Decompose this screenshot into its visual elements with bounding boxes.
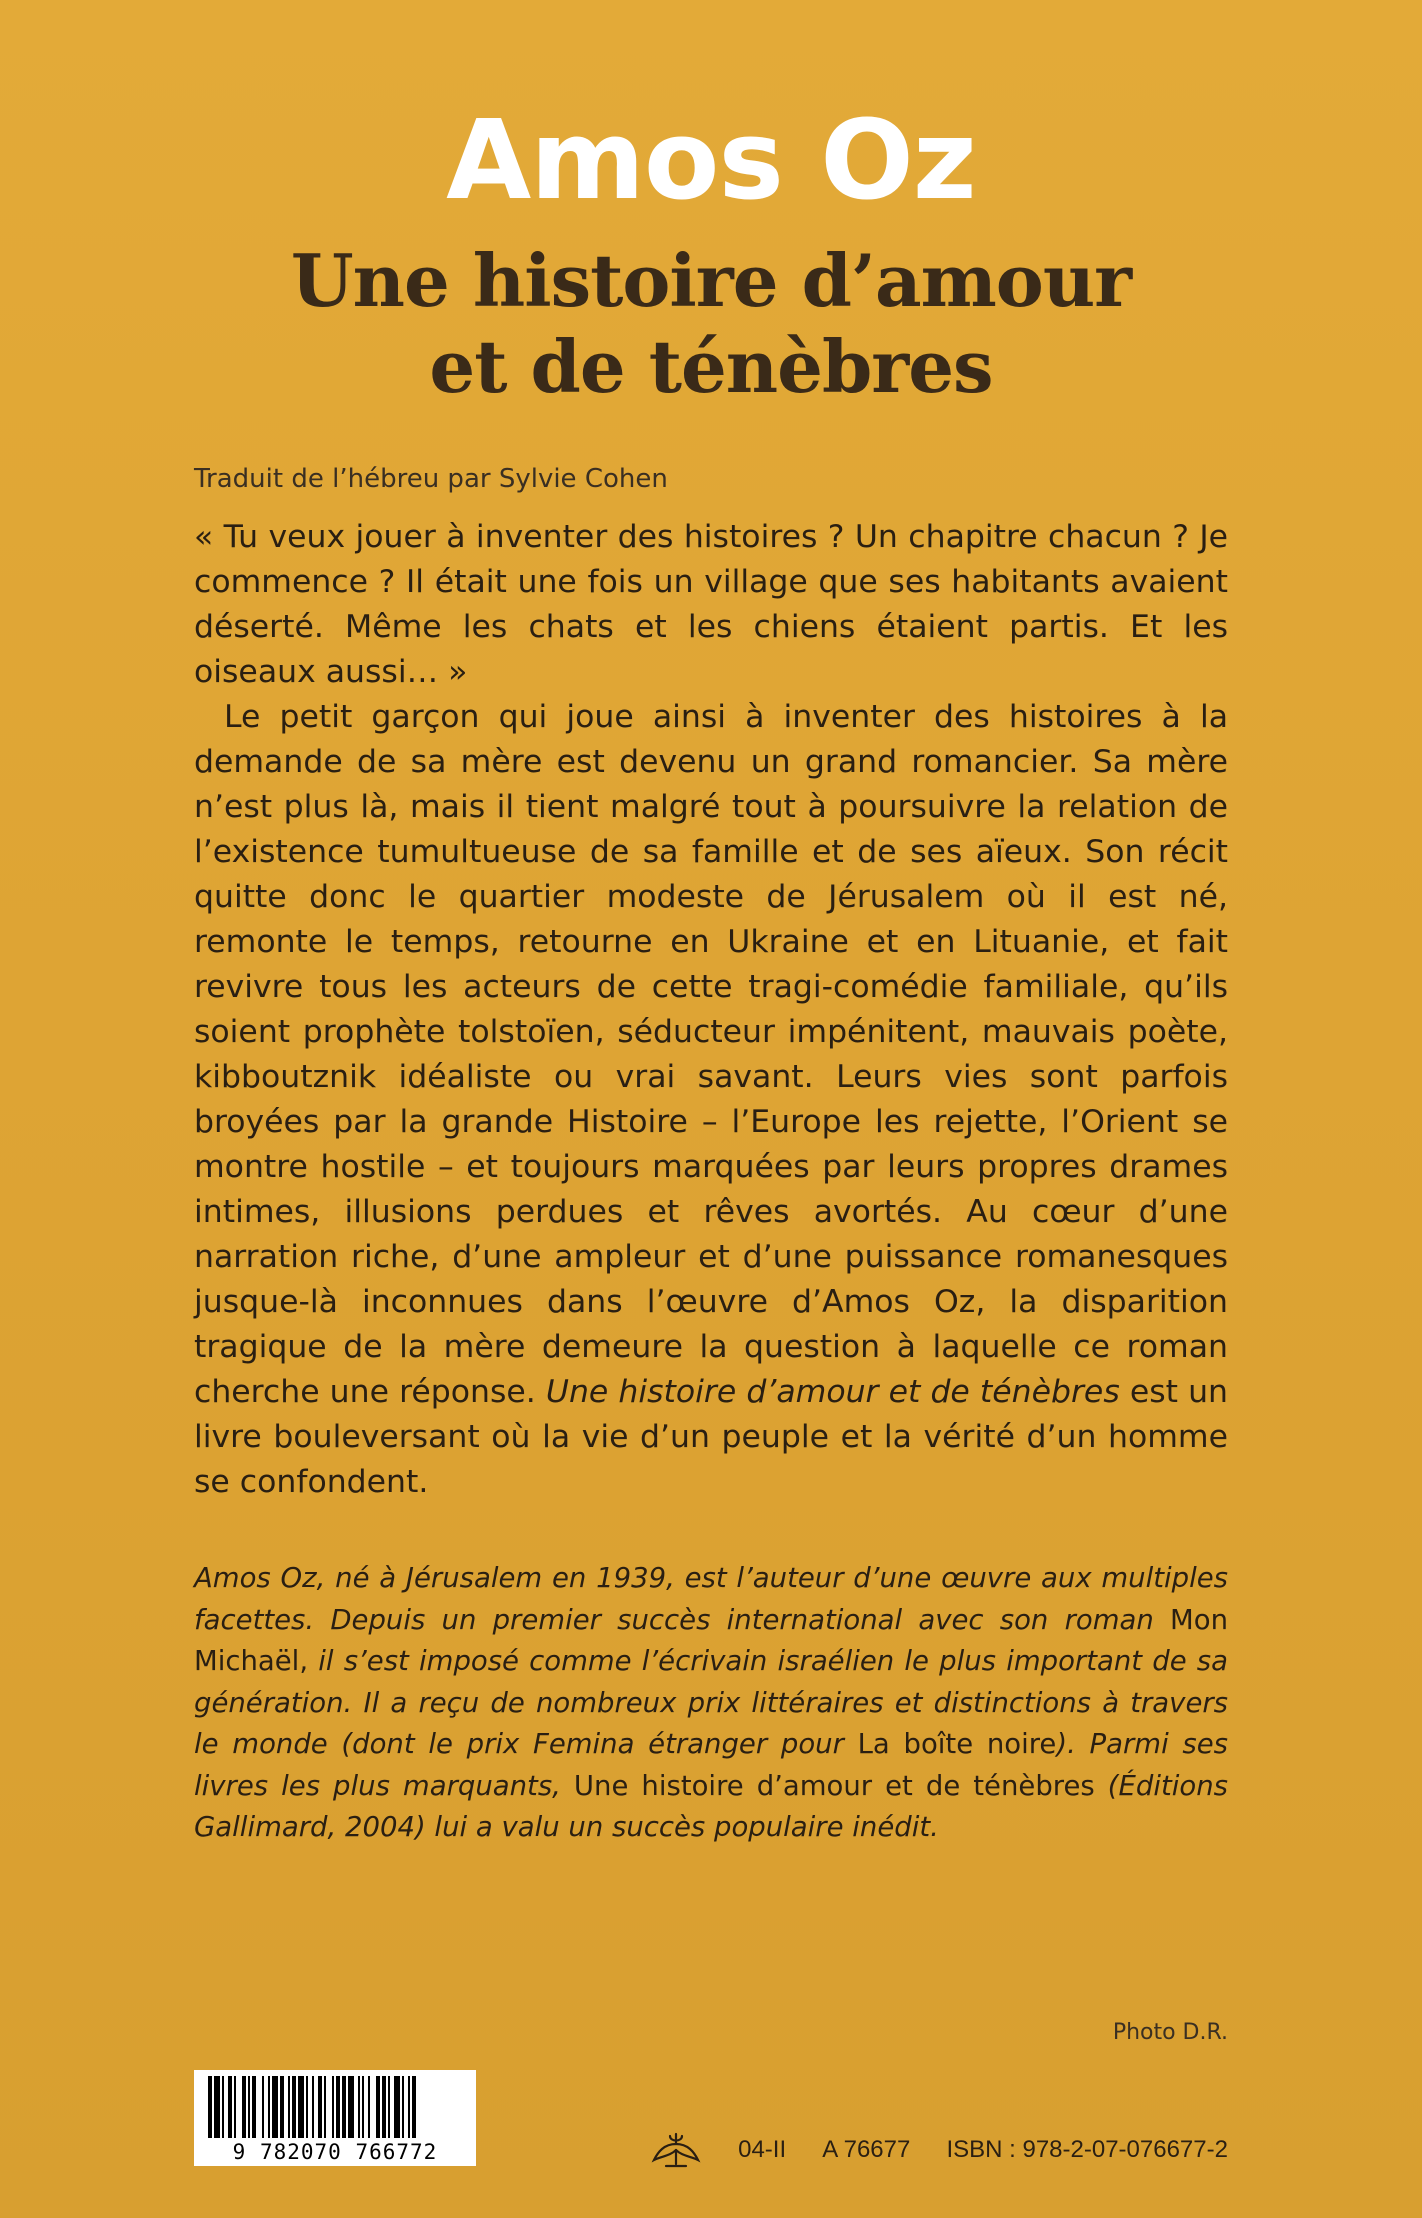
bio-text-2: il s’est imposé comme l’écrivain israélien le plus important de sa génération. Il a reçu de nombreux prix littéraires et distinctions à travers le monde (dont le prix Femina étranger pour: [194, 1645, 1228, 1760]
barcode-bar: [214, 2076, 220, 2138]
barcode-bar: [402, 2076, 404, 2138]
edition-code: 04-II: [738, 2136, 787, 2163]
bio-text-3: ). Parmi ses livres les plus marquants,: [194, 1728, 1229, 1802]
barcode-bar: [318, 2076, 322, 2138]
barcode-bar: [312, 2076, 314, 2138]
barcode-digits: 9 782070 766772: [232, 2140, 438, 2164]
barcode-bar: [292, 2076, 296, 2138]
barcode-bar: [262, 2076, 264, 2138]
barcode-bar: [298, 2076, 304, 2138]
barcode-bar: [382, 2076, 386, 2138]
barcode-bar: [394, 2076, 400, 2138]
barcode-bar: [234, 2076, 236, 2138]
barcode-bar: [280, 2076, 284, 2138]
barcode-bar: [222, 2076, 224, 2138]
bio-title-3: Une histoire d’amour et de ténèbres: [573, 1769, 1095, 1802]
photo-credit: Photo D.R.: [1112, 2020, 1228, 2045]
title-line-1: Une histoire d’amour: [290, 238, 1132, 323]
blurb-body: Le petit garçon qui joue ainsi à inventer des histoires à la demande de sa mère est devenu un grand romancier. Sa mère n’est plus là, mais il tient malgré tout à poursuivre la relation de l’existence tumultueuse de sa famille et de ses aïeux. Son récit quitte donc le quartier modeste de Jérusalem où il est né, remonte le temps, retourne en Ukraine et en Lituanie, et fait revivre tous les acteurs de cette tragi-comédie familiale, qu’ils soient prophète tolstoïen, séducteur impénitent, mauvais poète, kibboutznik idéaliste ou vrai savant. Leurs vies sont parfois broyées par la grande Histoire – l’Europe les rejette, l’Orient se montre hostile – et toujours marquées par leurs propres drames intimes, illusions perdues et rêves avortés. Au cœur d’une narration riche, d’une ampleur et d’une puissance romanesques jusque-là inconnues dans l’œuvre d’Amos Oz, la disparition tragique de la mère demeure la question à laquelle ce roman cherche une réponse.: [194, 699, 1228, 1410]
author-bio: [194, 1558, 1228, 1849]
blurb-quote: « Tu veux jouer à inventer des histoires ? Un chapitre chacun ? Je commence ? Il était une fois un village que ses habitants avaient déserté. Même les chats et les chiens étaient partis. Et les oiseaux aussi… »: [194, 519, 1228, 690]
barcode-bar: [336, 2076, 340, 2138]
barcode-bar: [248, 2076, 250, 2138]
bio-title-1: Mon Michaël,: [194, 1603, 1228, 1677]
footer-line: [650, 2130, 1228, 2170]
barcode-bar: [362, 2076, 364, 2138]
barcode-bar: [324, 2076, 326, 2138]
isbn-barcode: [194, 2070, 476, 2166]
title-line-2: et de ténèbres: [429, 324, 993, 409]
isbn-number: ISBN : 978-2-07-076677-2: [946, 2136, 1228, 2163]
barcode-bar: [376, 2076, 380, 2138]
blurb-title-italic: Une histoire d’amour et de ténèbres: [545, 1374, 1120, 1410]
publisher-logo-icon: [650, 2130, 702, 2170]
barcode-bar: [332, 2076, 334, 2138]
reference-code: A 76677: [822, 2136, 911, 2163]
barcode-bar: [368, 2076, 370, 2138]
barcode-bar: [228, 2076, 232, 2138]
bio-title-2: La boîte noire: [857, 1728, 1057, 1760]
barcode-bar: [252, 2076, 256, 2138]
barcode-bar: [388, 2076, 390, 2138]
author-name: Amos Oz: [446, 96, 976, 224]
translator-credit: Traduit de l’hébreu par Sylvie Cohen: [194, 464, 668, 494]
blurb-paragraph: [194, 695, 1228, 1505]
barcode-bar: [408, 2076, 410, 2138]
bio-text-4: (Éditions Gallimard, 2004) lui a valu un succès populaire inédit.: [194, 1769, 1228, 1843]
barcode-bar: [288, 2076, 290, 2138]
book-title: [0, 238, 1422, 410]
barcode-bar: [272, 2076, 278, 2138]
barcode-bars: [194, 2070, 476, 2142]
barcode-bar: [306, 2076, 308, 2138]
barcode-bar: [412, 2076, 416, 2138]
barcode-bar: [268, 2076, 270, 2138]
barcode-bar: [208, 2076, 212, 2138]
blurb-ending: est un livre bouleversant où la vie d’un peuple et la vérité d’un homme se confondent.: [194, 1374, 1229, 1500]
barcode-bar: [348, 2076, 354, 2138]
barcode-bar: [358, 2076, 360, 2138]
barcode-bar: [342, 2076, 346, 2138]
blurb-text: [194, 515, 1228, 1505]
bio-text-1: Amos Oz, né à Jérusalem en 1939, est l’auteur d’une œuvre aux multiples facettes. Depuis un premier succès international avec son roman: [194, 1562, 1228, 1636]
barcode-bar: [242, 2076, 246, 2138]
